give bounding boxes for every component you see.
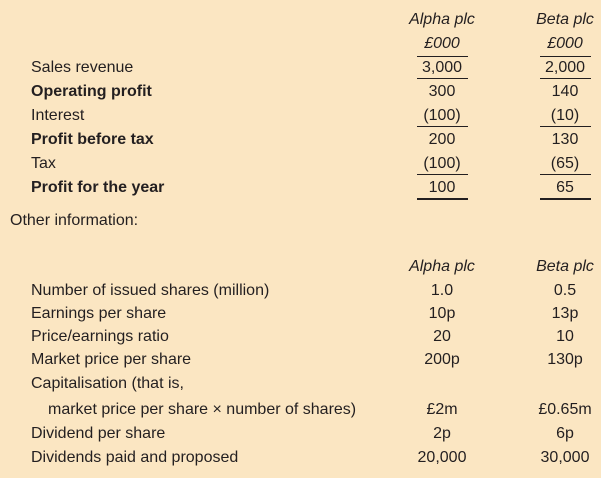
rule-beta-unit bbox=[540, 56, 591, 57]
value-beta: 130 bbox=[551, 131, 579, 148]
rule-alpha-sales bbox=[417, 78, 468, 79]
column-header-alpha: Alpha plc bbox=[409, 11, 475, 28]
row-label: Dividend per share bbox=[31, 425, 166, 442]
value-alpha: £2m bbox=[426, 401, 458, 418]
row-label: Profit for the year bbox=[31, 179, 165, 196]
value-alpha: 20,000 bbox=[417, 449, 467, 466]
column-header-beta: Beta plc bbox=[536, 11, 594, 28]
rule-alpha-tax bbox=[417, 174, 468, 175]
value-beta: 6p bbox=[556, 425, 574, 442]
value-alpha: (100) bbox=[423, 155, 461, 172]
rule-beta-sales bbox=[540, 78, 591, 79]
value-alpha: 3,000 bbox=[421, 59, 463, 76]
row-label: Earnings per share bbox=[31, 305, 167, 322]
row-label: Price/earnings ratio bbox=[31, 328, 169, 345]
row-label: Dividends paid and proposed bbox=[31, 449, 239, 466]
value-alpha: 200 bbox=[428, 131, 456, 148]
value-alpha: 20 bbox=[433, 328, 451, 345]
row-label: Sales revenue bbox=[31, 59, 134, 76]
rule-beta-interest bbox=[540, 126, 591, 127]
row-label: Operating profit bbox=[31, 83, 152, 100]
value-alpha: 1.0 bbox=[430, 282, 454, 299]
value-alpha: 2p bbox=[433, 425, 451, 442]
row-label: Number of issued shares (million) bbox=[31, 282, 270, 299]
value-alpha: 10p bbox=[428, 305, 456, 322]
value-alpha: 300 bbox=[428, 83, 456, 100]
other-information-heading: Other information: bbox=[10, 212, 139, 229]
value-alpha: (100) bbox=[423, 107, 461, 124]
column-header-beta: Beta plc bbox=[536, 258, 594, 275]
value-beta: 30,000 bbox=[540, 449, 590, 466]
rule-beta-tax bbox=[540, 174, 591, 175]
value-alpha: 200p bbox=[424, 351, 460, 368]
value-beta: 140 bbox=[551, 83, 579, 100]
rule-alpha-interest bbox=[417, 126, 468, 127]
row-label: Interest bbox=[31, 107, 85, 124]
row-label: Profit before tax bbox=[31, 131, 154, 148]
row-label: Tax bbox=[31, 155, 56, 172]
column-header-alpha: Alpha plc bbox=[409, 258, 475, 275]
value-beta: 130p bbox=[547, 351, 583, 368]
value-beta: (65) bbox=[550, 155, 580, 172]
value-beta: £0.65m bbox=[538, 401, 592, 418]
value-beta: 10 bbox=[556, 328, 574, 345]
value-beta: 2,000 bbox=[544, 59, 586, 76]
rule-beta-total bbox=[540, 198, 591, 200]
unit-alpha: £000 bbox=[424, 35, 460, 52]
value-alpha: 100 bbox=[428, 179, 456, 196]
row-label: Market price per share bbox=[31, 351, 192, 368]
value-beta: 65 bbox=[556, 179, 574, 196]
unit-beta: £000 bbox=[547, 35, 583, 52]
value-beta: (10) bbox=[550, 107, 580, 124]
rule-alpha-unit bbox=[417, 56, 468, 57]
row-label: market price per share × number of shares) bbox=[48, 401, 357, 418]
value-beta: 13p bbox=[551, 305, 579, 322]
value-beta: 0.5 bbox=[553, 282, 577, 299]
row-label: Capitalisation (that is, bbox=[31, 375, 184, 392]
rule-alpha-total bbox=[417, 198, 468, 200]
